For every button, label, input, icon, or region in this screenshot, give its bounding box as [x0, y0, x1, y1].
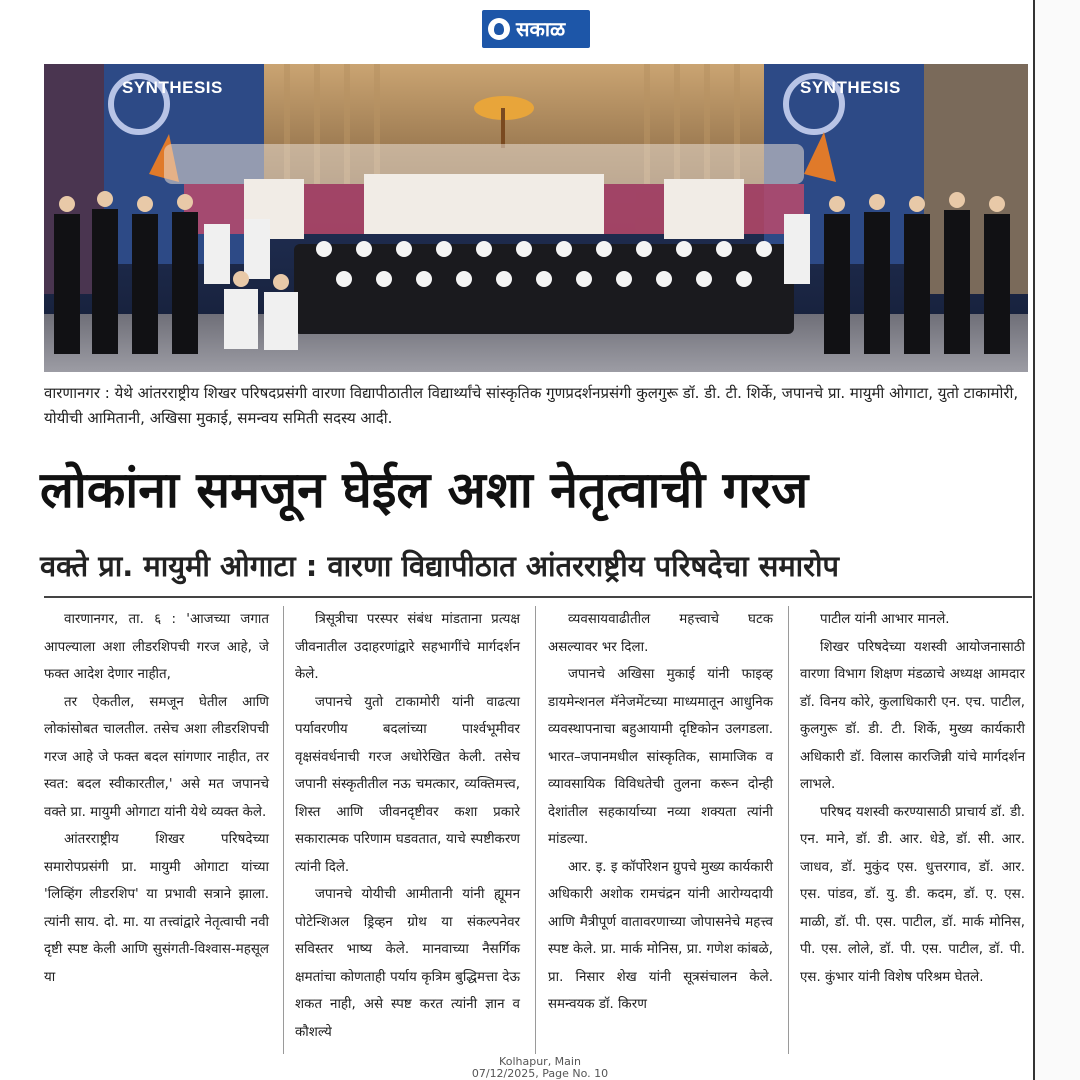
photo-illustration	[44, 64, 1028, 372]
article-column-2	[295, 606, 520, 1046]
event-group-photo	[44, 64, 1028, 372]
article-paragraph: आर. इ. इ कॉर्पोरेशन ग्रुपचे मुख्य कार्यकारी अधिकारी अशोक रामचंद्रन यांनी आरोग्यदायी आणि मैत्रीपूर्ण वातावरणाच्या जोपासनेचे महत्त्व स्पष्ट केले. प्रा. मार्क मोनिस, प्रा. गणेश कांबळे, प्रा. निसार शेख यांनी सूत्रसंचालन केले. समन्वयक डॉ. किरण	[548, 859, 773, 1012]
column-divider	[283, 606, 284, 1054]
article-column-4	[800, 606, 1025, 991]
newspaper-logo	[482, 10, 590, 48]
column-divider	[788, 606, 789, 1054]
article-paragraph: वारणानगर, ता. ६ : 'आजच्या जगात आपल्याला अशा लीडरशिपची गरज आहे, जे फक्त आदेश देणार नाहीत,	[44, 612, 269, 682]
article-paragraph: परिषद यशस्वी करण्यासाठी प्राचार्य डॉ. डी. एन. माने, डॉ. डी. आर. धेडे, डॉ. सी. आर. जाधव, डॉ. मुकुंद एस. धुत्तरगाव, डॉ. आर. एस. पांडव, डॉ. यु. डी. कदम, डॉ. ए. एस. माळी, डॉ. पी. एस. पाटील, डॉ. मार्क मोनिस, पी. एस. लोले, डॉ. पी. एस. पाटील, डॉ. पी. एस. कुंभार यांनी विशेष परिश्रम घेतले.	[800, 804, 1025, 985]
page-gutter	[1035, 0, 1080, 1080]
banner-logo-right: SYNTHESIS	[800, 78, 901, 97]
sakal-flame-icon	[488, 18, 510, 40]
article-paragraph: त्रिसूत्रीचा परस्पर संबंध मांडताना प्रत्यक्ष जीवनातील उदाहरणांद्वारे सहभागींचे मार्गदर्शन केले.	[295, 612, 520, 682]
headline-divider	[44, 596, 1032, 598]
article-paragraph: जपानचे युतो टाकामोरी यांनी वाढत्या पर्यावरणीय बदलांच्या पार्श्वभूमीवर वृक्षसंवर्धनाची गरज अधोरेखित केली. तसेच जपानी संस्कृतीतील नऊ चमत्कार, व्यक्तिमत्त्व, शिस्त आणि जीवनदृष्टीवर कशा प्रकारे सकारात्मक परिणाम घडवतात, याचे स्पष्टीकरण त्यांनी दिले.	[295, 694, 520, 875]
article-paragraph: जपानचे अखिसा मुकाई यांनी फाइव्ह डायमेन्शनल मॅनेजमेंटच्या माध्यमातून आधुनिक व्यवस्थापनाचा बहुआयामी दृष्टिकोन उलगडला. भारत–जपानमधील सांस्कृतिक, सामाजिक व व्यावसायिक विविधतेची तुलना करून दोन्ही देशांतील सहकार्याच्या नव्या शक्यता त्यांनी मांडल्या.	[548, 667, 773, 847]
banner-logo-left: SYNTHESIS	[122, 78, 223, 97]
article-paragraph: जपानचे योयीची आमीतानी यांनी ह्यूमन पोटेन्शिअल ड्रिव्हन ग्रोथ या संकल्पनेवर सविस्तर भाष्य केले. मानवाच्या नैसर्गिक क्षमतांचा कोणताही पर्याय कृत्रिम बुद्धिमत्ता देऊ शकत नाही, असे स्पष्ट करत त्यांनी ज्ञान व कौशल्ये	[295, 887, 520, 1040]
page-footer	[440, 1056, 640, 1080]
article-paragraph: शिखर परिषदेच्या यशस्वी आयोजनासाठी वारणा विभाग शिक्षण मंडळाचे अध्यक्ष आमदार डॉ. विनय कोरे, कुलाधिकारी एन. एच. पाटील, कुलगुरू डॉ. डी. टी. शिर्के, मुख्य कार्यकारी अधिकारी डॉ. विलास कारजिन्नी यांचे मार्गदर्शन लाभले.	[800, 639, 1025, 792]
edition-label: Kolhapur, Main	[499, 1055, 581, 1068]
article-column-1	[44, 606, 269, 991]
article-paragraph: आंतरराष्ट्रीय शिखर परिषदेच्या समारोपप्रसंगी प्रा. मायुमी ओगाटा यांच्या 'लिव्हिंग लीडरशिप' या प्रभावी सत्राने झाला. त्यांनी साय. दो. मा. या तत्त्वांद्वारे नेतृत्वाची नवी दृष्टी स्पष्ट केली आणि सुसंगती-विश्वास-महसूल या	[44, 832, 269, 985]
article-paragraph: व्यवसायवाढीतील महत्त्वाचे घटक असल्यावर भर दिला.	[548, 612, 773, 655]
article-paragraph: तर ऐकतील, समजून घेतील आणि लोकांसोबत चालतील. तसेच अशा लीडरशिपची गरज आहे जे फक्त बदल सांगणार नाहीत, तर स्वत: बदल स्वीकारतील,' असे मत जपानचे वक्ते प्रा. मायुमी ओगाटा यांनी येथे व्यक्त केले.	[44, 694, 269, 820]
article-column-3	[548, 606, 773, 1019]
article-paragraph: पाटील यांनी आभार मानले.	[820, 612, 950, 627]
page-date-number: 07/12/2025, Page No. 10	[471, 1067, 609, 1080]
headline: लोकांना समजून घेईल अशा नेतृत्वाची गरज	[40, 461, 809, 519]
photo-caption: वारणानगर : येथे आंतरराष्ट्रीय शिखर परिषदप्रसंगी वारणा विद्यापीठातील विद्यार्थ्यांचे सांस्कृतिक गुणप्रदर्शनप्रसंगी कुलगुरू डॉ. डी. टी. शिर्के, जपानचे प्रा. मायुमी ओगाटा, युतो टाकामोरी, योयीची आमितानी, अखिसा मुकाई, समन्वय समिती सदस्य आदी.	[44, 384, 1019, 427]
column-divider	[535, 606, 536, 1054]
subheadline: वक्ते प्रा. मायुमी ओगाटा : वारणा विद्यापीठात आंतरराष्ट्रीय परिषदेचा समारोप	[40, 549, 840, 583]
logo-text: सकाळ	[516, 17, 566, 41]
